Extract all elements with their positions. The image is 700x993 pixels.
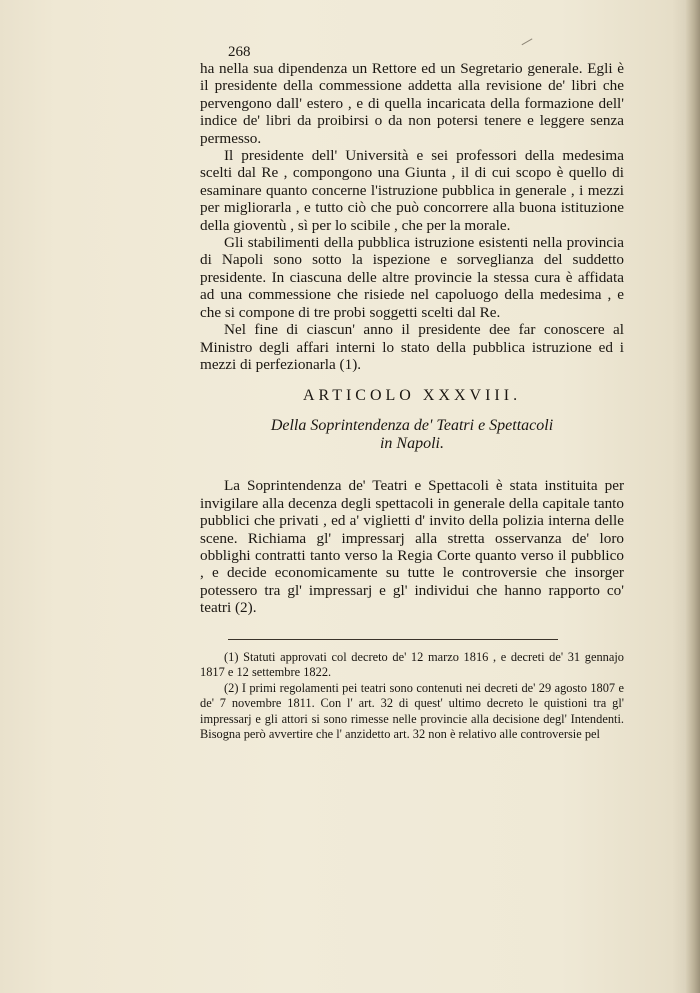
paragraph-fine-anno: Nel fine di ciascun' anno il presidente dee far conoscere al Ministro degli affari interni lo stato della pubblica istruzione ed i mezzi di perfezionarla (1). xyxy=(200,321,624,373)
footnote-divider xyxy=(228,639,558,640)
footnote-1: (1) Statuti approvati col decreto de' 12 marzo 1816 , e decreti de' 31 gennajo 1817 e 12 settembre 1822. xyxy=(200,649,624,680)
body-text xyxy=(200,60,624,373)
section-title-line-2: in Napoli. xyxy=(379,435,444,453)
article-heading: ARTICOLO XXXVIII. xyxy=(302,387,522,405)
section-title xyxy=(200,417,624,453)
paragraph-giunta: Il presidente dell' Università e sei professori della medesima scelti dal Re , compongono una Giunta , il di cui scopo è quello di esaminare quanto concerne l'istruzione pubblica in generale , i mezzi per migliorarla , e tutto ciò che può concorrere alla buona istituzione della gioventù , sì per lo scibile , che per la morale. xyxy=(200,147,624,234)
page-content xyxy=(200,44,624,743)
page-edge xyxy=(686,0,700,993)
page-number: 268 xyxy=(228,44,251,60)
paragraph-soprintendenza: La Soprintendenza de' Teatri e Spettacoli è stata instituita per invigilare alla decenza degli spettacoli in generale della capitale tanto pubblici che privati , ed a' viglietti d' invito della polizia interna delle scene. Richiama gl' impressarj alla stretta osservanza de' loro obblighi contratti tanto verso la Regia Corte quanto verso il pubblico , e decide economicamente su tutte le controversie che insorger potessero tra gl' impressarj e gl' individui che hanno rapporto co' teatri (2). xyxy=(200,477,624,617)
article-body xyxy=(200,477,624,616)
footnotes xyxy=(200,650,624,743)
section-title-line-1: Della Soprintendenza de' Teatri e Spettacoli xyxy=(270,417,554,435)
paragraph-stabilimenti: Gli stabilimenti della pubblica istruzione esistenti nella provincia di Napoli sono sotto la ispezione e sorveglianza del suddetto presidente. In ciascuna delle altre provincie la stessa cura è affidata ad una commessione che risiede nel capoluogo della medesima , e che si compone di tre probi soggetti scelti dal Re. xyxy=(200,234,624,321)
paragraph-continued: ha nella sua dipendenza un Rettore ed un Segretario generale. Egli è il presidente della commessione addetta alla revisione de' libri che pervengono dall' estero , e di quella incaricata della formazione dell' indice de' libri da proibirsi o da non potersi tenere e leggere senza permesso. xyxy=(200,60,624,147)
footnote-2: (2) I primi regolamenti pei teatri sono contenuti nei decreti de' 29 agosto 1807 e de' 7 novembre 1811. Con l' art. 32 di quest' ultimo decreto le quistioni tra gl' impressarj e gli attori si sono rimesse nelle provincie alla decisione degl' Intendenti. Bisogna però avvertire che l' anzidetto art. 32 non è relativo alle controversie pel xyxy=(200,680,624,742)
